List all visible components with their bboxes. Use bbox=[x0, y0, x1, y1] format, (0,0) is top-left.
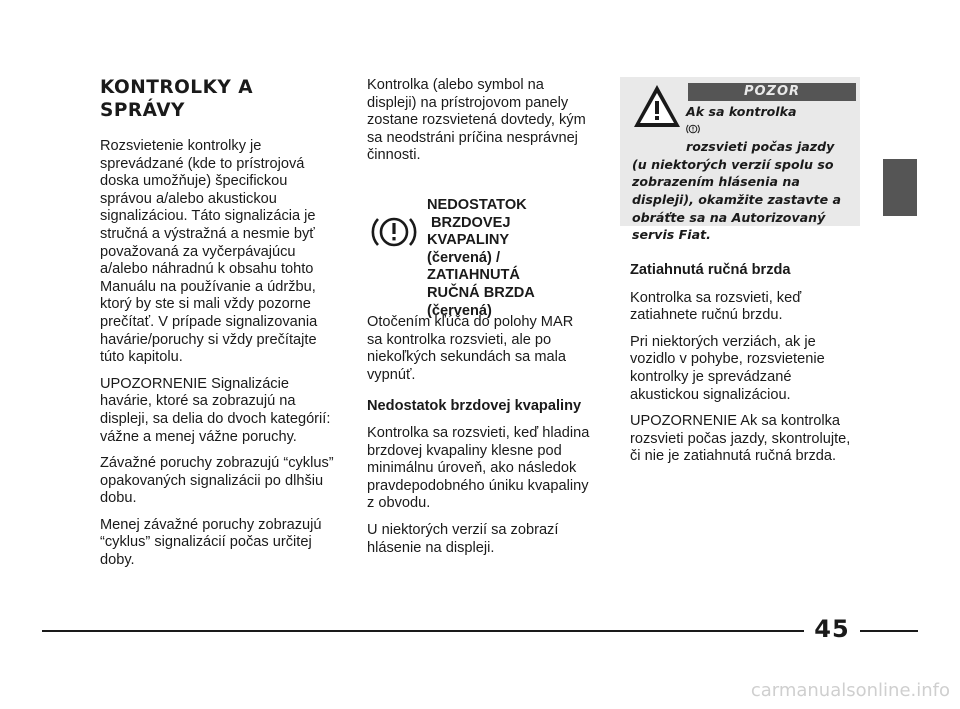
footer-rule-left bbox=[42, 630, 804, 632]
paragraph-handbrake-upozornenie: UPOZORNENIE Ak sa kontrolka rozsvieti počas jazdy, skontrolujte, či nie je zatiahnutá ručná brzda. bbox=[630, 413, 851, 465]
indicator-title-line: (červená) / bbox=[427, 249, 501, 266]
column-right bbox=[630, 262, 860, 475]
page-number: 45 bbox=[814, 615, 850, 643]
footer-rule-right bbox=[860, 630, 918, 632]
heading-line-1: KONTROLKY A bbox=[100, 77, 254, 98]
indicator-title-line: RUČNÁ BRZDA bbox=[427, 284, 535, 301]
indicator-title bbox=[427, 197, 597, 320]
subheading-brake-fluid: Nedostatok brzdovej kvapaliny bbox=[367, 398, 582, 415]
column-middle-body bbox=[367, 314, 592, 566]
indicator-title-line: KVAPALINY bbox=[427, 232, 510, 249]
subheading-handbrake: Zatiahnutá ručná brzda bbox=[630, 262, 791, 278]
paragraph-key-mar: Otočením kľúča do polohy MAR sa kontrolka rozsvieti, ale po niekoľkých sekundách sa mala vypnúť. bbox=[367, 314, 574, 383]
section-heading bbox=[100, 76, 340, 122]
heading-line-2: SPRÁVY bbox=[100, 100, 185, 121]
paragraph-brake-fluid: Kontrolka sa rozsvieti, keď hladina brzdovej kvapaliny klesne pod minimálnu úroveň, ako následok pravdepodobného úniku kvapaliny z obvodu. bbox=[367, 424, 590, 512]
paragraph-handbrake-moving: Pri niektorých verziách, ak je vozidlo v pohybe, rozsvietenie kontrolky je sprevádzané akustickou signalizáciou. bbox=[630, 333, 825, 403]
paragraph-serious-faults: Závažné poruchy zobrazujú “cyklus” opakovaných signalizácii po dlhšiu dobu. bbox=[100, 455, 334, 507]
paragraph-handbrake: Kontrolka sa rozsvieti, keď zatiahnete ručnú brzdu. bbox=[630, 289, 802, 324]
warning-line: obráťte sa na Autorizovaný bbox=[632, 209, 826, 225]
warning-text bbox=[632, 103, 854, 244]
brake-warning-icon bbox=[686, 122, 700, 136]
warning-line: (u niektorých verzií spolu so bbox=[632, 156, 834, 172]
watermark: carmanualsonline.info bbox=[750, 680, 950, 701]
warning-line: displeji), okamžite zastavte a bbox=[632, 191, 841, 207]
warning-line bbox=[632, 103, 854, 138]
indicator-title-line: BRZDOVEJ bbox=[431, 214, 511, 231]
warning-line: servis Fiat. bbox=[632, 227, 711, 243]
warning-line: zobrazením hlásenia na bbox=[632, 174, 800, 190]
chapter-tab-marker bbox=[883, 159, 917, 216]
warning-line: rozsvieti počas jazdy bbox=[686, 139, 835, 155]
warning-box bbox=[620, 77, 860, 243]
indicator-title-line: NEDOSTATOK bbox=[427, 196, 527, 213]
warning-line-text: Ak sa kontrolka bbox=[686, 104, 797, 119]
paragraph-indicator-intro: Kontrolka (alebo symbol na displeji) na prístrojovom panely zostane rozsvietená dovtedy, kým sa neodstráni príčina nesprávnej činnosti. bbox=[367, 77, 586, 164]
paragraph-minor-faults: Menej závažné poruchy zobrazujú “cyklus” signalizácií počas určitej doby. bbox=[100, 516, 322, 569]
indicator-title-line: (červená) bbox=[427, 302, 492, 319]
paragraph-display-message: U niektorých verzií sa zobrazí hlásenie na displeji. bbox=[367, 521, 559, 556]
warning-label: POZOR bbox=[688, 83, 856, 101]
brake-warning-icon bbox=[369, 207, 419, 257]
paragraph-upozornenie: UPOZORNENIE Signalizácie havárie, ktoré sa zobrazujú na displeji, sa delia do dvoch kategórií: vážne a menej vážne poruchy. bbox=[100, 375, 331, 445]
indicator-title-line: ZATIAHNUTÁ bbox=[427, 267, 520, 284]
column-left bbox=[100, 76, 340, 579]
paragraph-intro: Rozsvietenie kontrolky je sprevádzané (kde to prístrojová doska umožňuje) špecifickou správou a/alebo akustickou signalizáciou. Táto signalizácia je stručná a výstražná a nesmie byť považovaná za vyčerpávajúcu a/alebo náhradnú k obsahu tohto Manuálu na používanie a údržbu, ktorý by ste si mali vždy pozorne prečítať. V prípade signalizovania havárie/poruchy si vždy prečítajte túto kapitolu. bbox=[100, 138, 318, 366]
